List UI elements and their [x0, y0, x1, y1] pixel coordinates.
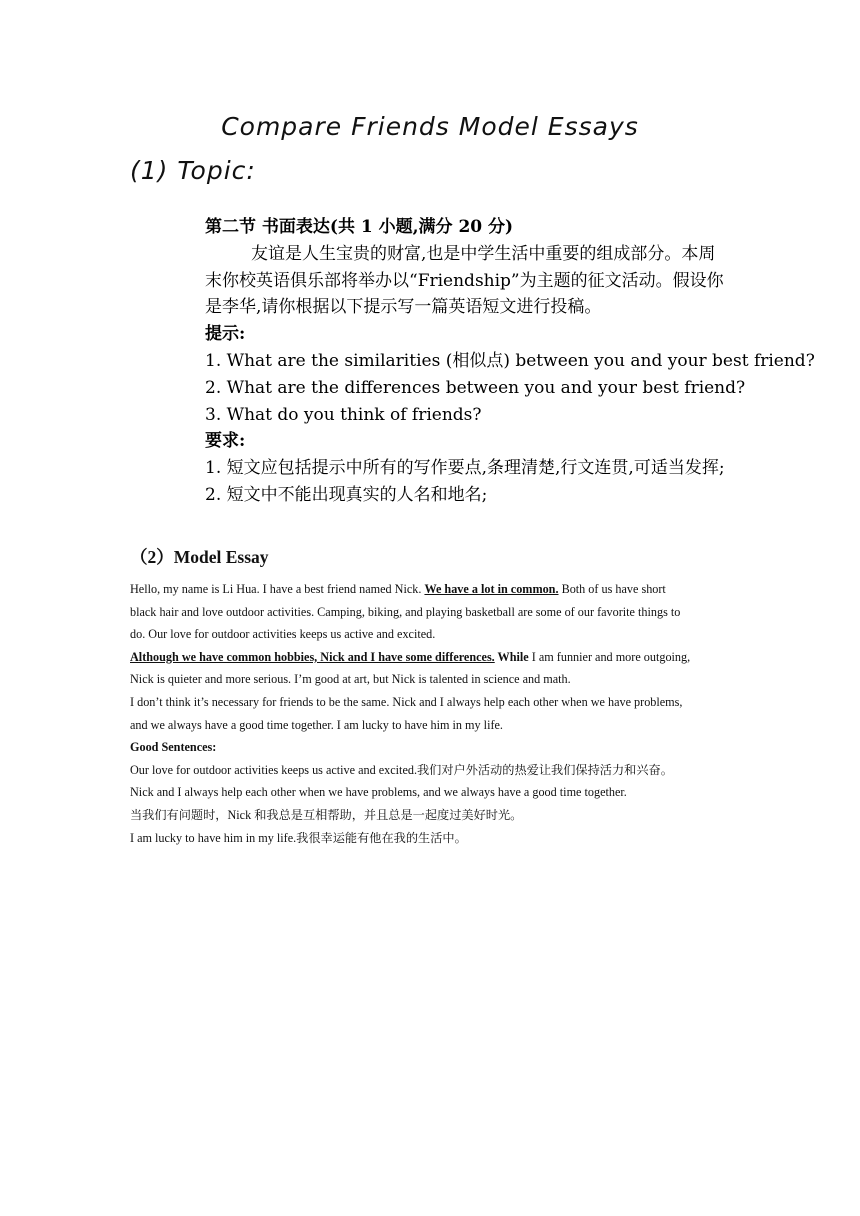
task-intro-line: 是李华,请你根据以下提示写一篇英语短文进行投稿。: [205, 297, 602, 318]
key-word: While: [494, 649, 529, 664]
hint-item: 1. What are the similarities (相似点) between you and your best friend?: [205, 350, 815, 371]
model-essay-heading: （2）Model Essay: [130, 547, 269, 567]
essay-line: I don’t think it’s necessary for friends to be the same. Nick and I always help each other when we have problems,: [130, 694, 683, 709]
key-sentence: We have a lot in common.: [424, 582, 559, 596]
essay-text: Hello, my name is Li Hua. I have a best friend named Nick.: [130, 582, 425, 596]
good-sentence-translation: 当我们有问题时，Nick 和我总是互相帮助，并且总是一起度过美好时光。: [130, 807, 523, 822]
task-intro-line: 末你校英语俱乐部将举办以“Friendship”为主题的征文活动。假设你: [205, 270, 724, 291]
key-sentence: Although we have common hobbies, Nick and I have some differences.: [130, 649, 495, 664]
essay-line: [130, 580, 750, 603]
essay-line: do. Our love for outdoor activities keeps us active and excited.: [130, 627, 436, 642]
requirements-label: 要求:: [205, 431, 246, 452]
good-sentence: Our love for outdoor activities keeps us active and excited.我们对户外活动的热爱让我们保持活力和兴奋。: [130, 762, 673, 777]
essay-line: [130, 648, 750, 671]
hint-item: 3. What do you think of friends?: [205, 404, 482, 425]
essay-line: black hair and love outdoor activities. Camping, biking, and playing basketball are some of our favorite things to: [130, 604, 681, 619]
good-sentence: I am lucky to have him in my life.我很幸运能有他在我的生活中。: [130, 830, 467, 845]
task-header: 第二节 书面表达(共 1 小题,满分 20 分): [205, 217, 514, 237]
good-sentence: Nick and I always help each other when we have problems, and we always have a good time together.: [130, 785, 627, 800]
requirement-item: 2. 短文中不能出现真实的人名和地名;: [205, 484, 488, 505]
task-prompt-image: [205, 215, 815, 510]
hint-item: 2. What are the differences between you and your best friend?: [205, 377, 746, 398]
task-intro-line: 友谊是人生宝贵的财富,也是中学生活中重要的组成部分。本周: [251, 243, 716, 264]
essay-line: Nick is quieter and more serious. I’m good at art, but Nick is talented in science and math.: [130, 672, 571, 687]
model-essay-body: [130, 580, 750, 851]
good-sentences-label: Good Sentences:: [130, 740, 217, 755]
topic-heading: (1) Topic:: [130, 156, 256, 185]
essay-text: I am funnier and more outgoing,: [528, 649, 691, 664]
page-title: Compare Friends Model Essays: [221, 112, 639, 141]
hints-label: 提示:: [205, 324, 246, 345]
essay-line: and we always have a good time together. I am lucky to have him in my life.: [130, 717, 503, 732]
essay-text: Both of us have short: [558, 582, 666, 596]
requirement-item: 1. 短文应包括提示中所有的写作要点,条理清楚,行文连贯,可适当发挥;: [205, 458, 725, 479]
